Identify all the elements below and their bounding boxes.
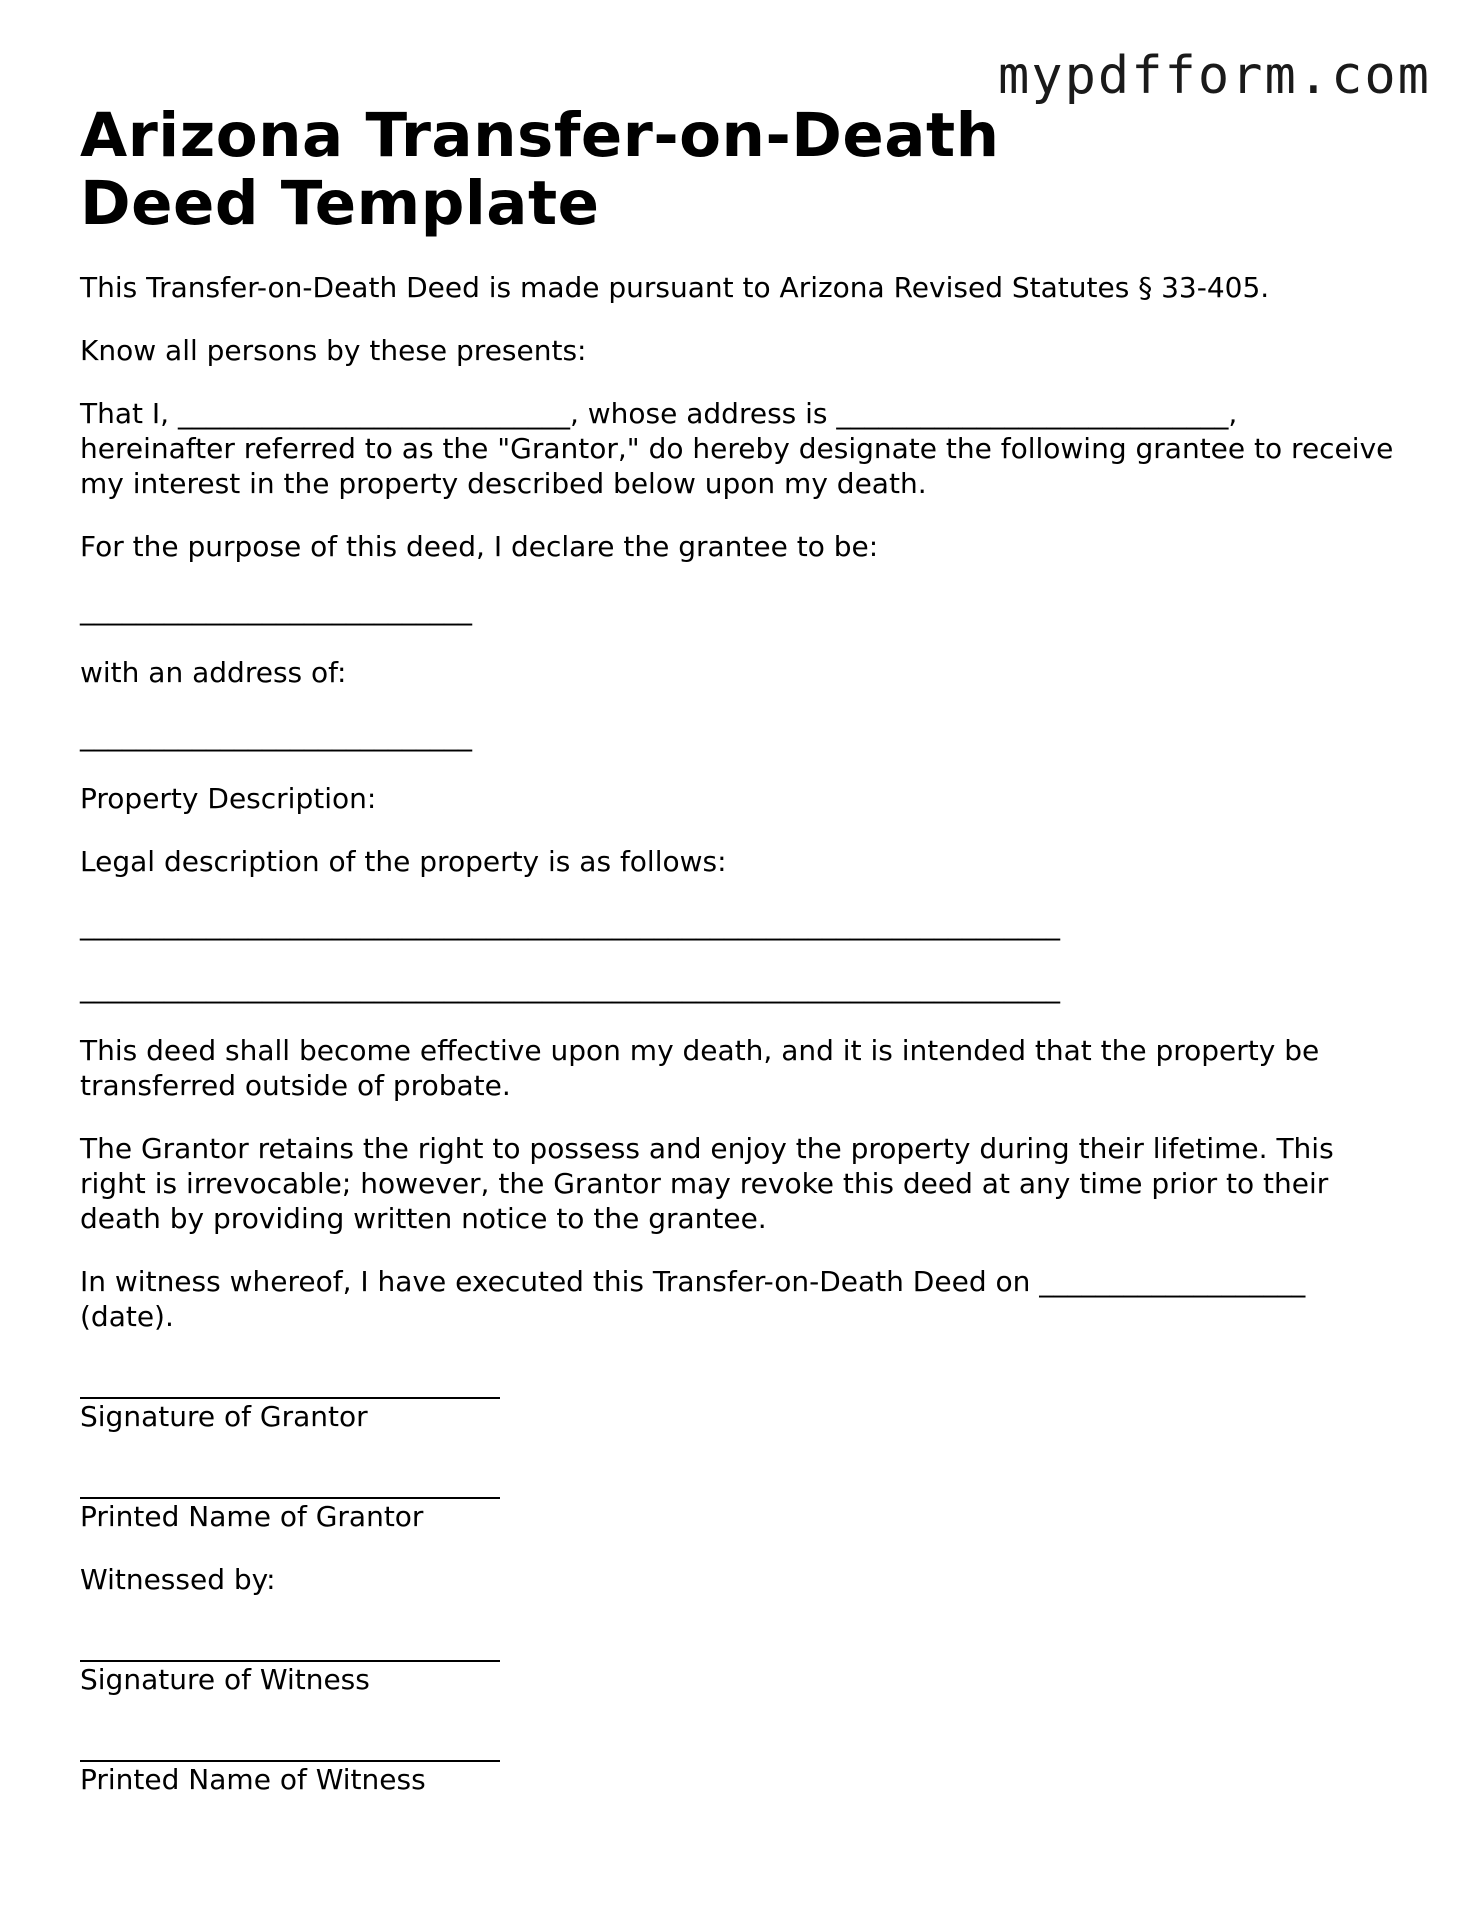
effective-paragraph: This deed shall become effective upon my death, and it is intended that the property be transferred outside of probate.: [80, 1034, 1320, 1102]
witnessed-by-label: Witnessed by:: [80, 1563, 276, 1596]
grantor-paragraph: That I, ____________________________, whose address is ____________________________, hereinafter referred to as the "Grantor," do hereby designate the following grantee to receive my interest in the property described below upon my death.: [80, 397, 1394, 500]
witness-whereof-paragraph: In witness whereof, I have executed this Transfer-on-Death Deed on ___________________ (date).: [80, 1265, 1306, 1333]
legal-description-blank-1[interactable]: ______________________________________________________________________: [80, 908, 1060, 941]
legal-description-label: Legal description of the property is as follows:: [80, 845, 727, 878]
know-all-paragraph: Know all persons by these presents:: [80, 334, 587, 367]
printed-witness-label: Printed Name of Witness: [80, 1763, 426, 1796]
with-address-label: with an address of:: [80, 656, 347, 689]
legal-description-blank-2[interactable]: ______________________________________________________________________: [80, 971, 1060, 1004]
signature-witness-label: Signature of Witness: [80, 1663, 370, 1696]
retains-paragraph: The Grantor retains the right to possess and enjoy the property during their lifetime. This right is irrevocable; however, the Grantor may revoke this deed at any time prior to their death by providing written notice to the grantee.: [80, 1132, 1334, 1235]
statute-paragraph: This Transfer-on-Death Deed is made pursuant to Arizona Revised Statutes § 33-405.: [80, 271, 1270, 304]
page-title: Arizona Transfer-on-Death Deed Template: [80, 100, 1000, 239]
watermark: mypdfform.com: [998, 46, 1431, 106]
grantee-name-blank[interactable]: ____________________________: [80, 593, 472, 626]
document-page: [80, 102, 1400, 1797]
purpose-paragraph: For the purpose of this deed, I declare the grantee to be:: [80, 530, 879, 563]
property-description-heading: Property Description:: [80, 782, 377, 815]
signature-grantor-label: Signature of Grantor: [80, 1400, 368, 1433]
grantee-address-blank[interactable]: ____________________________: [80, 719, 472, 752]
printed-grantor-label: Printed Name of Grantor: [80, 1500, 424, 1533]
